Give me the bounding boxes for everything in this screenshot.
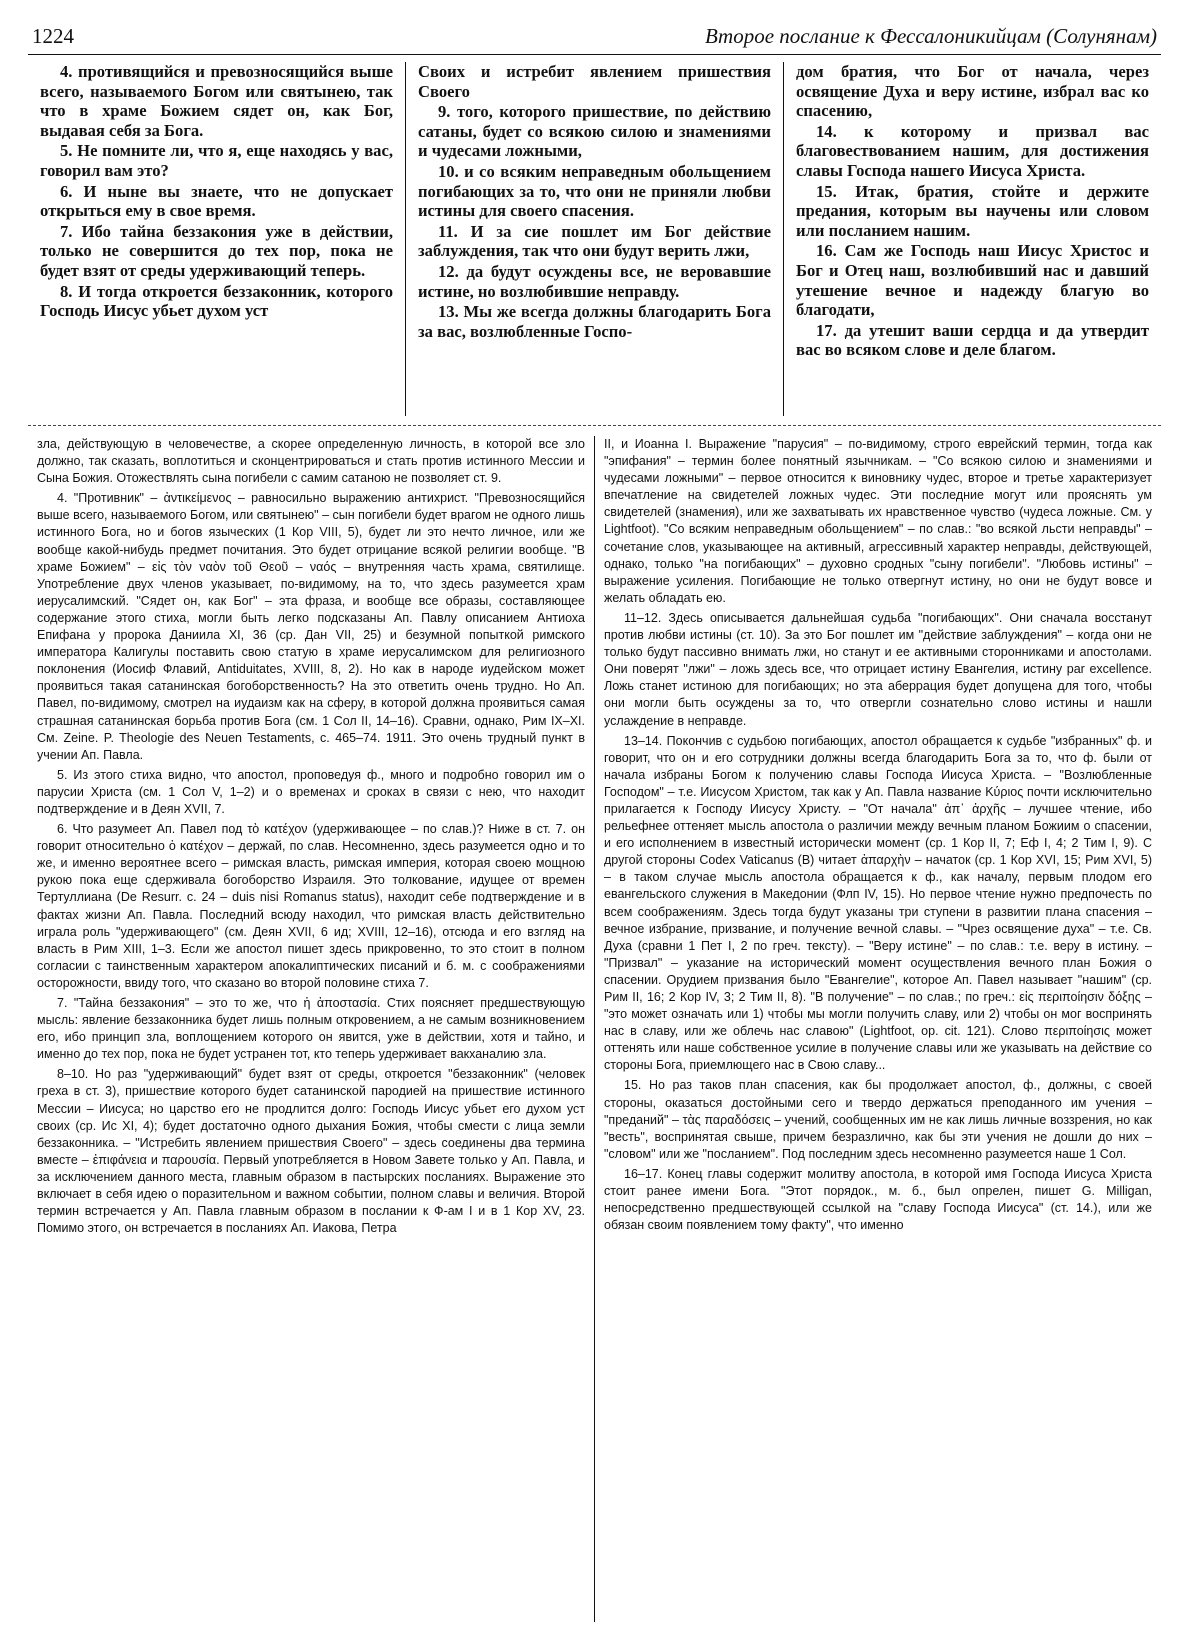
verse: 15. Итак, братия, стойте и держите предания, которым вы научены или словом или посланием нашим. — [796, 181, 1149, 240]
verse: 13. Мы же всегда должны благодарить Бога за вас, возлюбленные Госпо- — [418, 302, 771, 341]
scripture-column-2 — [405, 62, 783, 416]
commentary-paragraph: II, и Иоанна I. Выражение "парусия" – по-видимому, строго еврейский термин, тогда как "эпифания" – термин более понятный язычникам. – "Со всякою силою и знамениями и чудесами ложными" – первое относится к виновнику чудес, второе и третье характеризует впечатление на свидетелей ложных чудес. Эти последние могут или прояснять ум свидетелей (знамения), или же захватывать их нравственное чувство (чудеса ложные. См. у Lightfoot). "Со всяким неправедным обольщением" – по слав.: "во всякой льсти неправды" – сочетание слов, указывающее на активный, агрессивный характер неправды, действующей, однако, только "на погибающих" – духовно сродных "сыну погибели". "Любовь истины" – выражение усиления. Погибающие не только отвергнут истину, но они не будут вовсе и желать обладать ею. — [604, 437, 1152, 605]
commentary-paragraph: 16–17. Конец главы содержит молитву апостола, в которой имя Господа Иисуса Христа стоит ранее имени Бога. "Этот порядок., м. б., был опрелен, пишет G. Milligan, непосредственно предшествующей ссылкой на "славу Господа Иисуса" (ст. 14.), или же обязан своим появлением тому факту", что именно — [604, 1166, 1152, 1233]
commentary-paragraph: 6. Что разумеет Ап. Павел под τὸ κατέχον (удерживающее – по слав.)? Ниже в ст. 7. он говорит относительно ὁ κατέχον – держай, по слав. Несомненно, здесь разумеется одно и то же, и именно вероятнее всего – римская власть, римская империя, которая своею мощною рукою пока еще сдерживала богоборство Израиля. Это толкование, идущее от времен Тертуллиана (De Resurr. c. 24 – duis nisi Romanus status), находит себе подтверждение и в фактах жизни Ап. Павла. Последний всюду находил, что римская власть действительно играла роль "удерживающего" (см. Деян XVII, 6 ид; XVIII, 12–16), отсюда и его взгляд на власть в Рим XIII, 1–3. Если же апостол пишет здесь прикровенно, то это стоит в полном согласии с таинственным характером апокалиптических писаний и б. м. с соображениями осторожности, ввиду того, что сказано во второй половине стиха 7. — [37, 822, 585, 990]
verse: 5. Не помните ли, что я, еще находясь у вас, говорил вам это? — [40, 141, 393, 180]
verse: 8. И тогда откроется беззаконник, которого Господь Иисус убьет духом уст — [40, 281, 393, 321]
verse: Своих и истребит явлением пришествия Своего — [418, 62, 771, 101]
section-divider — [28, 425, 1161, 426]
verse: 7. Ибо тайна беззакония уже в действии, только не совершится до тех пор, пока не будет взят от среды удерживающий теперь. — [40, 221, 393, 280]
verse: 16. Сам же Господь наш Иисус Христос и Бог и Отец наш, возлюбивший нас и давший утешение вечное и надежду благую во благодати, — [796, 241, 1149, 320]
commentary-paragraph: 4. "Противник" – ἀντικείμενος – равносильно выражению антихрист. "Превозносящийся выше всего, называемого Богом, или святынею" – сын погибели будет врагом не одного лишь истинного Бога, но и богов языческих (1 Кор VIII, 5), будет ли это нечто личное, или же вообще какой-нибудь предмет почитания. Это будет отрицание всякой религии вообще. "В храме Божием" – εἰς τὸν ναὸν τοῦ Θεοῦ – ναός – внутренняя часть храма, святилище. Употребление двух членов указывает, по-видимому, на то, что здесь разумеется храм иерусалимский. "Сядет он, как Бог" – эта фраза, и вообще все образы, составляющее содержание этого стиха, могли быть легко подсказаны Ап. Павлу описанием Антиоха Епифана у пророка Даниила XI, 36 (ср. Дан VII, 25) и безумной попыткой римского императора Калигулы поставить свою статую в храме иерусалимском для религиозного поклонения (Иосиф Флавий, Antiduitates, XVIII, 8, 2). Но как в народе иудейском может проявиться такая сатанинская богоборственность? На это ответить очень трудно. Но Ап. Павел, по-видимому, смотрел на иудаизм как на сферу, в которой должна проявиться самая страшная сатанинская борьба против Бога (см. 1 Сол II, 14–16). Сравни, однако, Рим IX–XI. См. Zeine. P. Theologie des Neuen Testaments, с. 465–74. 1911. Это очень трудный пункт в учении Ап. Павла. — [37, 491, 585, 762]
page-number: 1224 — [32, 24, 74, 48]
scripture-column-3 — [783, 62, 1161, 416]
running-header — [28, 18, 1161, 55]
verse: 9. того, которого пришествие, по действию сатаны, будет со всякою силою и знамениями и чудесами ложными, — [418, 102, 771, 161]
commentary-column-left — [28, 436, 594, 1622]
scripture-text — [28, 62, 1161, 416]
verse: дом братия, что Бог от начала, через освящение Духа и веру истине, избрал вас ко спасению, — [796, 62, 1149, 121]
commentary-paragraph: 15. Но раз таков план спасения, как бы продолжает апостол, ф., должны, с своей стороны, оказаться достойными сего и твердо держаться преподанного им учения – "преданий" – τὰς παραδόσεις – учений, сообщенных им не как лишь личные воззрения, но как "весть", воспринятая свыше, причем безразлично, как бы эти учения не дошли до них – "словом" или же "посланием". Под последним здесь несомненно разумеется наше 1 Сол. — [604, 1078, 1152, 1161]
running-title: Второе послание к Фессалоникийцам (Солунянам) — [704, 24, 1157, 48]
commentary-paragraph: зла, действующую в человечестве, а скорее определенную личность, в которой все зло должно, так сказать, воплотиться и сконцентрироваться и стать против истинного Мессии и Сына Божия. Отожествлять сына погибели с самим сатаною не позволяет ст. 9. — [37, 437, 585, 486]
scripture-column-1 — [28, 62, 405, 416]
commentary-paragraph: 8–10. Но раз "удерживающий" будет взят от среды, откроется "беззаконник" (человек греха в ст. 3), пришествие которого будет сатанинской пародией на пришествие истинного Мессии – Иисуса; но царство его не продлится долго: Господь Иисус убьет его духом уст своих (ср. Ис XI, 4); будет достаточно одного дыхания Божия, чтобы смести с лица земли беззаконника. – "Истребить явлением пришествия Своего" – здесь соединены два термина вместе – ἐπιφάνεια и παρουσία. Первый употребляется в Новом Завете только у Ап. Павла, и за исключением данного места, главным образом в пастырских посланиях. Выражение это включает в себя идею о поразительном и важном событии, полном славы и величия. Второй термин встречается у Ап. Павла главным образом в послании к Ф-ам I и в 1 Кор XV, 23. Помимо этого, он встречается в посланиях Ап. Иакова, Петра — [37, 1067, 585, 1236]
verse: 11. И за сие пошлет им Бог действие заблуждения, так что они будут верить лжи, — [418, 221, 771, 261]
verse: 6. И ныне вы знаете, что не допускает открыться ему в свое время. — [40, 181, 393, 221]
commentary — [28, 436, 1161, 1622]
verse: 17. да утешит ваши сердца и да утвердит вас во всяком слове и деле благом. — [796, 320, 1149, 360]
verse: 4. противящийся и превозносящийся выше всего, называемого Богом или святынею, так что в храме Божием сядет он, как Бог, выдавая себя за Бога. — [40, 62, 393, 140]
verse: 12. да будут осуждены все, не веровавшие истине, но возлюбившие неправду. — [418, 261, 771, 301]
commentary-paragraph: 5. Из этого стиха видно, что апостол, проповедуя ф., много и подробно говорил им о парусии Христа (см. 1 Сол V, 1–2) и о временах и сроках в связи с нею, что находит подтверждение и в Деян XVII, 7. — [37, 767, 585, 816]
commentary-paragraph: 13–14. Покончив с судьбою погибающих, апостол обращается к судьбе "избранных" ф. и говорит, что он и его сотрудники должны всегда благодарить Бога за то, что ф. были от начала избраны Богом к получению славы Господа Иисуса Христа. – "Возлюбленные Господом" – т.е. Иисусом Христом, так как у Ап. Павла название Κύριος почти исключительно прилагается к Господу Иисусу Христу. – "От начала" ἀπ᾽ ἀρχῆς – лучшее чтение, ибо рельефнее оттеняет мысль апостола о различии между вечным планом Божиим о спасении, и его исполнением в известный исторически момент (ср. 1 Кор II, 7; Еф I, 4; 2 Тим I, 9). С другой стороны Codex Vaticanus (B) читает ἀπαρχὴν – начаток (ср. 1 Кор XVI, 15; Рим XVI, 5) – в таком случае мысль апостола обращается к ф., как началу, первым плодом его евангельского служения в Македонии (Флп IV, 15). Но первое чтение нужно предпочесть по всем соображениям. Здесь тогда будут указаны три ступени в развитии плана спасения – вечное избрание, призвание, и получение вечной славы. – "Чрез освящение духа" – т.е. Св. Духа (сравни 1 Пет I, 2 по греч. тексту). – "Веру истине" – по слав.: т.е. веру в истину. – "Призвал" – указание на исторический момент осуществления вечного план Божия о спасении. Орудием призвания было "Евангелие", которое Ап. Павел называет "нашим" (ср. Рим II, 16; 2 Кор IV, 3; 2 Тим II, 8). "В получение" – по слав.; по греч.: εἰς περιποίησιν δόξης – "это может означать или 1) чтобы мы могли получить славу, или 2) чтобы он мог воспринять нас в славу, или же облечь нас славою" (Lightfoot, op. cit. 121). Слово περιποίησις может оттенять или наше собственное усилие в получение славы или же указывать на действие со стороны Бога, приемлющего нас в Свою славу... — [604, 733, 1152, 1073]
verse: 10. и со всяким неправедным обольщением погибающих за то, что они не приняли любви истины для своего спасения. — [418, 161, 771, 221]
commentary-paragraph: 7. "Тайна беззакония" – это то же, что ἡ ἀποστασία. Стих поясняет предшествующую мысль: явление беззаконника будет лишь полным откровением, а не самым возникновением его, ибо принцип зла, воплощением которого он явится, уже в действии, хотя и тайно, и именно до тех пор, пока не будет устранен тот, кто теперь удерживает вакханалию зла. — [37, 996, 585, 1062]
commentary-paragraph: 11–12. Здесь описывается дальнейшая судьба "погибающих". Они сначала восстанут против любви истины (ст. 10). За это Бог пошлет им "действие заблуждения" – когда они не только будут пассивно внимать лжи, но станут и ее активными сторонниками и апостолами. Они поверят "лжи" – ложь здесь все, что отрицает истину Евангелия, истину par excellence. Ложь станет истиною для погибающих; но эта аберрация будет допущена для того, чтобы они могли быть осуждены за то, что отвергли сознательно слово истины и нашли услаждение в неправде. — [604, 610, 1152, 728]
commentary-column-right — [594, 436, 1161, 1622]
verse: 14. к которому и призвал вас благовествованием нашим, для достижения славы Господа нашего Иисуса Христа. — [796, 121, 1149, 180]
